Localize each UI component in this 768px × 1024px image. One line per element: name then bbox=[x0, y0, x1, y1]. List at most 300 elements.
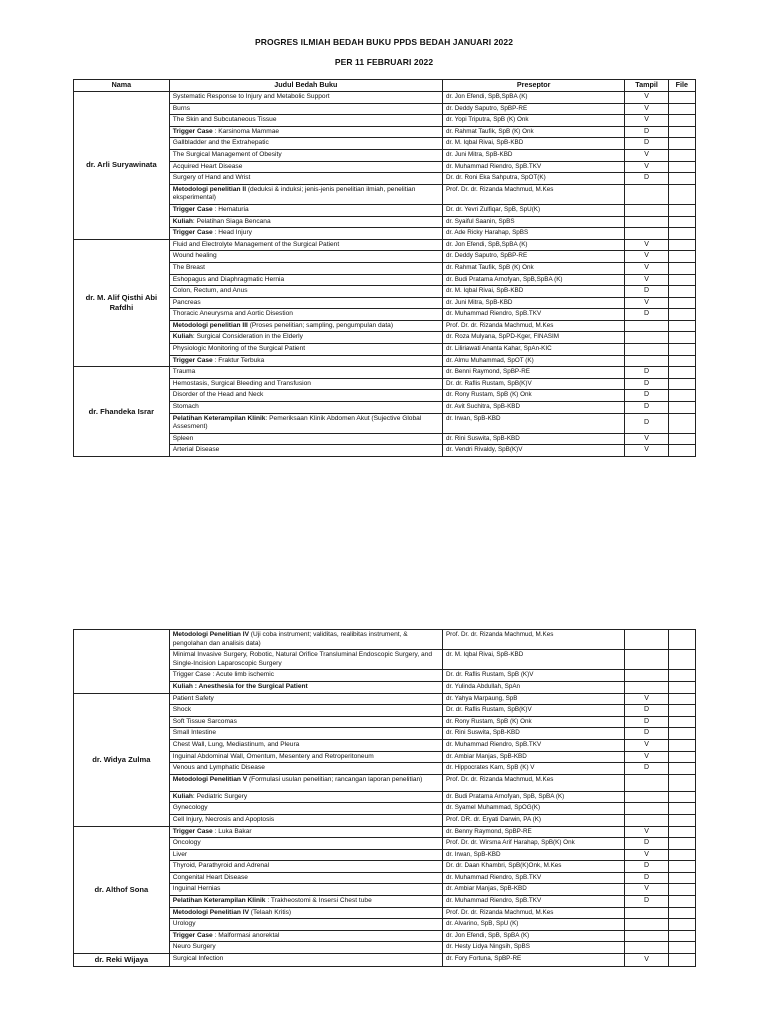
file-status bbox=[668, 884, 695, 896]
tampil-status bbox=[625, 942, 668, 954]
tampil-status: D bbox=[625, 413, 668, 433]
preceptor-cell: dr. Ade Ricky Harahap, SpBS bbox=[442, 228, 624, 240]
tampil-status bbox=[625, 919, 668, 931]
file-status bbox=[668, 378, 695, 390]
book-topic-cell bbox=[169, 309, 442, 321]
file-status bbox=[668, 320, 695, 332]
book-topic-cell bbox=[169, 239, 442, 251]
table-row bbox=[74, 239, 696, 251]
file-status bbox=[668, 942, 695, 954]
preceptor-cell: dr. Budi Pratama Arnofyan, SpB, SpBA (K) bbox=[442, 791, 624, 803]
tampil-status: V bbox=[625, 739, 668, 751]
preceptor-cell: dr. Almu Muhammad, SpOT (K) bbox=[442, 355, 624, 367]
topic-text: (Telaah Kritis) bbox=[248, 908, 292, 916]
file-status bbox=[668, 413, 695, 433]
tampil-status bbox=[625, 204, 668, 216]
header-preseptor: Preseptor bbox=[442, 80, 624, 92]
topic-text: Trigger Case : Acute limb ischemic bbox=[172, 671, 275, 679]
preceptor-cell: dr. Yahya Marpaung, SpB bbox=[442, 693, 624, 705]
file-status bbox=[668, 670, 695, 682]
tampil-status: V bbox=[625, 274, 668, 286]
file-status bbox=[668, 344, 695, 356]
topic-text: Burns bbox=[172, 104, 190, 112]
book-topic-cell bbox=[169, 826, 442, 838]
resident-name bbox=[74, 630, 170, 694]
preceptor-cell: dr. Muhammad Riendro, SpB.TKV bbox=[442, 739, 624, 751]
book-topic-cell bbox=[169, 216, 442, 228]
file-status bbox=[668, 791, 695, 803]
header-judul: Judul Bedah Buku bbox=[169, 80, 442, 92]
preceptor-cell: dr. Jon Efendi, SpB, SpBA (K) bbox=[442, 930, 624, 942]
preceptor-cell: dr. Irwan, SpB-KBD bbox=[442, 849, 624, 861]
file-status bbox=[668, 138, 695, 150]
tampil-status: D bbox=[625, 138, 668, 150]
topic-text: The Surgical Management of Obesity bbox=[172, 150, 282, 158]
file-status bbox=[668, 297, 695, 309]
book-topic-cell bbox=[169, 693, 442, 705]
preceptor-cell: Dr. dr. Raflis Rustam, SpB (K)V bbox=[442, 670, 624, 682]
file-status bbox=[668, 390, 695, 402]
file-status bbox=[668, 433, 695, 445]
file-status bbox=[668, 739, 695, 751]
preceptor-cell: dr. Rahmat Taufik, SpB (K) Onk bbox=[442, 126, 624, 138]
book-topic-cell bbox=[169, 433, 442, 445]
book-topic-cell bbox=[169, 355, 442, 367]
file-status bbox=[668, 149, 695, 161]
topic-text: (Proses penelitian; sampling, pengumpulan data) bbox=[247, 321, 394, 329]
book-topic-cell bbox=[169, 332, 442, 344]
topic-text: (Uji coba instrument; validitas, realibitas instrument, & pengolahan dan analisis data) bbox=[172, 631, 408, 647]
file-status bbox=[668, 872, 695, 884]
tampil-status: V bbox=[625, 103, 668, 115]
book-topic-cell bbox=[169, 184, 442, 204]
topic-text: Surgery of Hand and Wrist bbox=[172, 174, 251, 182]
file-status bbox=[668, 763, 695, 775]
topic-text: Disorder of the Head and Neck bbox=[172, 391, 264, 399]
table-row bbox=[74, 826, 696, 838]
book-topic-cell bbox=[169, 115, 442, 127]
preceptor-cell: Prof. Dr. dr. Rizanda Machmud, M.Kes bbox=[442, 184, 624, 204]
tampil-status: D bbox=[625, 716, 668, 728]
tampil-status bbox=[625, 344, 668, 356]
topic-category: Trigger Case bbox=[172, 827, 213, 835]
tampil-status: V bbox=[625, 251, 668, 263]
topic-text: : Malformasi anorektal bbox=[212, 931, 280, 939]
preceptor-cell: Dr. dr. Raflis Rustam, SpB(K)V bbox=[442, 705, 624, 717]
preceptor-cell: dr. Roza Mulyana, SpPD-Kger, FINASIM bbox=[442, 332, 624, 344]
book-topic-cell bbox=[169, 705, 442, 717]
tampil-status bbox=[625, 630, 668, 650]
preceptor-cell: dr. Benny Raymond, SpBP-RE bbox=[442, 826, 624, 838]
tampil-status: D bbox=[625, 390, 668, 402]
tampil-status: D bbox=[625, 286, 668, 298]
book-topic-cell bbox=[169, 791, 442, 803]
tampil-status: V bbox=[625, 884, 668, 896]
tampil-status bbox=[625, 355, 668, 367]
preceptor-cell: Dr. dr. Daan Khambri, SpB(K)Onk, M.Kes bbox=[442, 861, 624, 873]
topic-text: Neuro Surgery bbox=[172, 943, 216, 951]
preceptor-cell: dr. Deddy Saputro, SpBP-RE bbox=[442, 251, 624, 263]
table-row bbox=[74, 92, 696, 104]
file-status bbox=[668, 103, 695, 115]
document-title: PROGRES ILMIAH BEDAH BUKU PPDS BEDAH JANUARI 2022 bbox=[254, 37, 514, 47]
book-topic-cell bbox=[169, 344, 442, 356]
book-topic-cell bbox=[169, 92, 442, 104]
preceptor-cell: Dr. dr. Yevri Zulfiqar, SpB, SpU(K) bbox=[442, 204, 624, 216]
tampil-status: V bbox=[625, 297, 668, 309]
file-status bbox=[668, 838, 695, 850]
topic-text: Venous and Lymphatic Disease bbox=[172, 764, 265, 772]
preceptor-cell: dr. Rini Suswita, SpB-KBD bbox=[442, 728, 624, 740]
file-status bbox=[668, 861, 695, 873]
preceptor-cell: dr. M. Iqbal Rivai, SpB-KBD bbox=[442, 138, 624, 150]
header-file: File bbox=[668, 80, 695, 92]
topic-text: Hemostasis, Surgical Bleeding and Transfusion bbox=[172, 379, 311, 387]
preceptor-cell: Prof. Dr. dr. Rizanda Machmud, M.Kes bbox=[442, 320, 624, 332]
table-row bbox=[74, 954, 696, 967]
book-topic-cell bbox=[169, 907, 442, 919]
book-topic-cell bbox=[169, 774, 442, 791]
book-topic-cell bbox=[169, 838, 442, 850]
tampil-status: D bbox=[625, 861, 668, 873]
topic-text: : Pelatihan Siaga Bencana bbox=[192, 217, 271, 225]
topic-text: Gallbladder and the Extrahepatic bbox=[172, 139, 269, 147]
document-subtitle: PER 11 FEBRUARI 2022 bbox=[334, 57, 434, 67]
book-topic-cell bbox=[169, 670, 442, 682]
preceptor-cell: dr. Juni Mitra, SpB-KBD bbox=[442, 297, 624, 309]
file-status bbox=[668, 173, 695, 185]
resident-name: dr. Althof Sona bbox=[74, 826, 170, 954]
book-topic-cell bbox=[169, 681, 442, 693]
book-topic-cell bbox=[169, 739, 442, 751]
topic-text: Stomach bbox=[172, 403, 199, 411]
book-topic-cell bbox=[169, 849, 442, 861]
book-topic-cell bbox=[169, 103, 442, 115]
preceptor-cell: dr. Deddy Saputro, SpBP-RE bbox=[442, 103, 624, 115]
table-row bbox=[74, 367, 696, 379]
table-row bbox=[74, 693, 696, 705]
resident-name: dr. M. Alif Qisthi Abi Rafdhi bbox=[74, 239, 170, 367]
preceptor-cell: Prof. Dr. dr. Rizanda Machmud, M.Kes bbox=[442, 774, 624, 791]
tampil-status: D bbox=[625, 728, 668, 740]
preceptor-cell: dr. Yulinda Abdullah, SpAn bbox=[442, 681, 624, 693]
book-topic-cell bbox=[169, 751, 442, 763]
preceptor-cell: dr. Liliriawati Ananta Kahar, SpAn-KIC bbox=[442, 344, 624, 356]
tampil-status: D bbox=[625, 872, 668, 884]
header-nama: Nama bbox=[74, 80, 170, 92]
preceptor-cell: dr. Juni Mitra, SpB-KBD bbox=[442, 149, 624, 161]
tampil-status: D bbox=[625, 705, 668, 717]
topic-text: Wound healing bbox=[172, 252, 217, 260]
topic-text: Chest Wall, Lung, Mediastinum, and Pleura bbox=[172, 740, 300, 748]
tampil-status: D bbox=[625, 896, 668, 908]
topic-text: Pancreas bbox=[172, 298, 201, 306]
topic-text: (Formulasi usulan penelitian; rancangan laporan penelitian) bbox=[247, 775, 423, 783]
topic-category: Trigger Case bbox=[172, 356, 213, 364]
tampil-status bbox=[625, 814, 668, 826]
book-topic-cell bbox=[169, 763, 442, 775]
topic-text: : Pediatric Surgery bbox=[192, 792, 248, 800]
file-status bbox=[668, 826, 695, 838]
preceptor-cell: dr. Muhammad Riendro, SpB.TKV bbox=[442, 872, 624, 884]
file-status bbox=[668, 445, 695, 457]
header-tampil: Tampil bbox=[625, 80, 668, 92]
preceptor-cell: dr. Vendri Rivaldy, SpB(K)V bbox=[442, 445, 624, 457]
book-topic-cell bbox=[169, 630, 442, 650]
topic-text: Liver bbox=[172, 850, 188, 858]
preceptor-cell: dr. Yopi Triputra, SpB (K) Onk bbox=[442, 115, 624, 127]
file-status bbox=[668, 126, 695, 138]
book-topic-cell bbox=[169, 286, 442, 298]
topic-text: Eshopagus and Diaphragmatic Hernia bbox=[172, 275, 285, 283]
file-status bbox=[668, 115, 695, 127]
tampil-status: D bbox=[625, 378, 668, 390]
file-status bbox=[668, 803, 695, 815]
topic-text: Arterial Disease bbox=[172, 446, 220, 454]
tampil-status: V bbox=[625, 433, 668, 445]
topic-text: : Head Injury bbox=[212, 229, 252, 237]
topic-text: Trauma bbox=[172, 368, 196, 376]
preceptor-cell: dr. Fory Fortuna, SpBP-RE bbox=[442, 954, 624, 967]
file-status bbox=[668, 332, 695, 344]
resident-name: dr. Fhandeka Israr bbox=[74, 367, 170, 457]
preceptor-cell: dr. Hippocrates Kam, SpB (K) V bbox=[442, 763, 624, 775]
topic-text: Spleen bbox=[172, 434, 194, 442]
topic-text: Inguinal Hernias bbox=[172, 885, 221, 893]
topic-category: Kuliah bbox=[172, 333, 193, 341]
preceptor-cell: Prof. Dr. dr. Wirsma Arif Harahap, SpB(K) Onk bbox=[442, 838, 624, 850]
tampil-status: D bbox=[625, 309, 668, 321]
topic-category: Metodologi Penelitian IV bbox=[172, 908, 249, 916]
book-topic-cell bbox=[169, 297, 442, 309]
book-topic-cell bbox=[169, 378, 442, 390]
tampil-status: V bbox=[625, 115, 668, 127]
file-status bbox=[668, 896, 695, 908]
topic-text: : Surgical Consideration in the Elderly bbox=[192, 333, 303, 341]
tampil-status bbox=[625, 774, 668, 791]
book-topic-cell bbox=[169, 861, 442, 873]
preceptor-cell: dr. Ambiar Manjas, SpB-KBD bbox=[442, 884, 624, 896]
tampil-status bbox=[625, 216, 668, 228]
file-status bbox=[668, 216, 695, 228]
book-topic-cell bbox=[169, 884, 442, 896]
preceptor-cell: dr. M. Iqbal Rivai, SpB-KBD bbox=[442, 286, 624, 298]
book-topic-cell bbox=[169, 413, 442, 433]
tampil-status: D bbox=[625, 367, 668, 379]
preceptor-cell: dr. Budi Pratama Arnofyan, SpB,SpBA (K) bbox=[442, 274, 624, 286]
file-status bbox=[668, 92, 695, 104]
file-status bbox=[668, 930, 695, 942]
topic-text: Soft Tissue Sarcomas bbox=[172, 717, 237, 725]
topic-text: Physiologic Monitoring of the Surgical Patient bbox=[172, 345, 306, 353]
topic-text: Surgical Infection bbox=[172, 955, 224, 963]
file-status bbox=[668, 274, 695, 286]
book-topic-cell bbox=[169, 728, 442, 740]
topic-text: : Trakheostomi & Insersi Chest tube bbox=[265, 897, 372, 905]
topic-text: Inguinal Abdominal Wall, Omentum, Mesentery and Retroperitoneum bbox=[172, 752, 374, 760]
topic-text: Small Intestine bbox=[172, 729, 217, 737]
book-topic-cell bbox=[169, 872, 442, 884]
preceptor-cell: dr. Ambiar Manjas, SpB-KBD bbox=[442, 751, 624, 763]
book-topic-cell bbox=[169, 274, 442, 286]
tampil-status bbox=[625, 184, 668, 204]
book-topic-cell bbox=[169, 390, 442, 402]
preceptor-cell: dr. Muhammad Riendro, SpB.TKV bbox=[442, 896, 624, 908]
book-topic-cell bbox=[169, 814, 442, 826]
tampil-status: V bbox=[625, 149, 668, 161]
tampil-status bbox=[625, 650, 668, 670]
file-status bbox=[668, 919, 695, 931]
file-status bbox=[668, 814, 695, 826]
file-status bbox=[668, 954, 695, 967]
preceptor-cell: dr. Syaiful Saanin, SpBS bbox=[442, 216, 624, 228]
topic-text: Congenital Heart Disease bbox=[172, 873, 248, 881]
tampil-status bbox=[625, 681, 668, 693]
topic-text: Shock bbox=[172, 706, 192, 714]
file-status bbox=[668, 161, 695, 173]
topic-text: Colon, Rectum, and Anus bbox=[172, 287, 248, 295]
tampil-status bbox=[625, 320, 668, 332]
tampil-status: D bbox=[625, 838, 668, 850]
topic-text: Acquired Heart Disease bbox=[172, 162, 243, 170]
topic-text: : Fraktur Terbuka bbox=[212, 356, 265, 364]
preceptor-cell: dr. M. Iqbal Rivai, SpB-KBD bbox=[442, 650, 624, 670]
topic-text: Fluid and Electrolyte Management of the Surgical Patient bbox=[172, 240, 340, 248]
book-topic-cell bbox=[169, 716, 442, 728]
preceptor-cell: dr. Rony Rustam, SpB (K) Onk bbox=[442, 716, 624, 728]
tampil-status: V bbox=[625, 693, 668, 705]
book-topic-cell bbox=[169, 320, 442, 332]
topic-text: Cell Injury, Necrosis and Apoptosis bbox=[172, 815, 275, 823]
topic-text: : Luka Bakar bbox=[212, 827, 252, 835]
tampil-status: V bbox=[625, 445, 668, 457]
book-topic-cell bbox=[169, 803, 442, 815]
tampil-status bbox=[625, 930, 668, 942]
topic-text: The Skin and Subcutaneous Tissue bbox=[172, 116, 277, 124]
tampil-status bbox=[625, 228, 668, 240]
tampil-status: V bbox=[625, 751, 668, 763]
book-topic-cell bbox=[169, 138, 442, 150]
book-topic-cell bbox=[169, 954, 442, 967]
file-status bbox=[668, 184, 695, 204]
topic-text: (deduksi & induksi; jenis-jenis penelitian ilmiah, penelitian eksperimental) bbox=[172, 185, 416, 202]
preceptor-cell: dr. Benni Raymond, SpBP-RE bbox=[442, 367, 624, 379]
topic-text: Thyroid, Parathyroid and Adrenal bbox=[172, 862, 270, 870]
preceptor-cell: dr. Rony Rustam, SpB (K) Onk bbox=[442, 390, 624, 402]
tampil-status bbox=[625, 791, 668, 803]
file-status bbox=[668, 716, 695, 728]
tampil-status bbox=[625, 907, 668, 919]
book-topic-cell bbox=[169, 942, 442, 954]
topic-text: Thoracic Aneurysma and Aortic Disestion bbox=[172, 310, 293, 318]
book-topic-cell bbox=[169, 919, 442, 931]
file-status bbox=[668, 681, 695, 693]
file-status bbox=[668, 630, 695, 650]
topic-category: Pelatihan Keterampilan Klinik bbox=[172, 414, 266, 422]
tampil-status: V bbox=[625, 849, 668, 861]
file-status bbox=[668, 907, 695, 919]
preceptor-cell: dr. Alvarino, SpB, SpU (K) bbox=[442, 919, 624, 931]
tampil-status: D bbox=[625, 402, 668, 414]
book-topic-cell bbox=[169, 262, 442, 274]
file-status bbox=[668, 751, 695, 763]
file-status bbox=[668, 650, 695, 670]
preceptor-cell: dr. Muhammad Riendro, SpB.TKV bbox=[442, 309, 624, 321]
preceptor-cell: dr. Irwan, SpB-KBD bbox=[442, 413, 624, 433]
tampil-status: V bbox=[625, 262, 668, 274]
book-topic-cell bbox=[169, 204, 442, 216]
topic-category: Kuliah : Anesthesia for the Surgical Patient bbox=[172, 682, 308, 690]
preceptor-cell: dr. Jon Efendi, SpB,SpBA (K) bbox=[442, 92, 624, 104]
topic-text: The Breast bbox=[172, 263, 206, 271]
tampil-status: D bbox=[625, 173, 668, 185]
preceptor-cell: Dr. dr. Roni Eka Sahputra, SpOT(K) bbox=[442, 173, 624, 185]
topic-text: : Hematuria bbox=[212, 205, 249, 213]
tampil-status: V bbox=[625, 92, 668, 104]
book-topic-cell bbox=[169, 228, 442, 240]
progress-table-page1 bbox=[73, 79, 696, 457]
file-status bbox=[668, 239, 695, 251]
book-topic-cell bbox=[169, 251, 442, 263]
topic-text: : Karsinoma Mammae bbox=[212, 127, 280, 135]
topic-text: Gynecology bbox=[172, 804, 208, 812]
progress-table-page2 bbox=[73, 629, 696, 967]
topic-text: Oncology bbox=[172, 839, 201, 847]
tampil-status: V bbox=[625, 954, 668, 967]
topic-category: Kuliah bbox=[172, 217, 193, 225]
file-status bbox=[668, 251, 695, 263]
file-status bbox=[668, 728, 695, 740]
book-topic-cell bbox=[169, 126, 442, 138]
tampil-status: V bbox=[625, 826, 668, 838]
book-topic-cell bbox=[169, 367, 442, 379]
tampil-status bbox=[625, 332, 668, 344]
topic-category: Metodologi Penelitian IV bbox=[172, 631, 249, 638]
resident-name: dr. Reki Wijaya bbox=[74, 954, 170, 967]
topic-text: Patient Safety bbox=[172, 694, 214, 702]
file-status bbox=[668, 355, 695, 367]
preceptor-cell: Prof. Dr. dr. Rizanda Machmud, M.Kes bbox=[442, 630, 624, 650]
table-header-row bbox=[74, 80, 696, 92]
book-topic-cell bbox=[169, 402, 442, 414]
topic-text: Minimal Invasive Surgery, Robotic, Natural Orifice Transluminal Endoscopic Surgery, and Single-Incision Laparoscopic Surgery bbox=[172, 651, 432, 667]
tampil-status: V bbox=[625, 239, 668, 251]
tampil-status: D bbox=[625, 763, 668, 775]
file-status bbox=[668, 262, 695, 274]
topic-category: Trigger Case bbox=[172, 229, 213, 237]
topic-category: Kuliah bbox=[172, 792, 193, 800]
file-status bbox=[668, 286, 695, 298]
preceptor-cell: dr. Avit Suchitra, SpB-KBD bbox=[442, 402, 624, 414]
topic-category: Metodologi Penelitian V bbox=[172, 775, 248, 783]
preceptor-cell: dr. Syamel Muhammad, SpOG(K) bbox=[442, 803, 624, 815]
topic-text: Urology bbox=[172, 920, 196, 928]
book-topic-cell bbox=[169, 173, 442, 185]
topic-category: Metodologi penelitian II bbox=[172, 185, 247, 193]
preceptor-cell: dr. Rahmat Taufik, SpB (K) Onk bbox=[442, 262, 624, 274]
file-status bbox=[668, 309, 695, 321]
resident-name: dr. Arli Suryawinata bbox=[74, 92, 170, 240]
topic-text: : Pemeriksaan Klinik Abdomen Akut (Sujective Global Assesment) bbox=[172, 414, 422, 431]
preceptor-cell: Prof. Dr. dr. Rizanda Machmud, M.Kes bbox=[442, 907, 624, 919]
resident-name: dr. Widya Zulma bbox=[74, 693, 170, 826]
preceptor-cell: Dr. dr. Raflis Rustam, SpB(K)V bbox=[442, 378, 624, 390]
book-topic-cell bbox=[169, 896, 442, 908]
book-topic-cell bbox=[169, 149, 442, 161]
preceptor-cell: dr. Rini Suswita, SpB-KBD bbox=[442, 433, 624, 445]
topic-category: Trigger Case bbox=[172, 931, 213, 939]
book-topic-cell bbox=[169, 930, 442, 942]
